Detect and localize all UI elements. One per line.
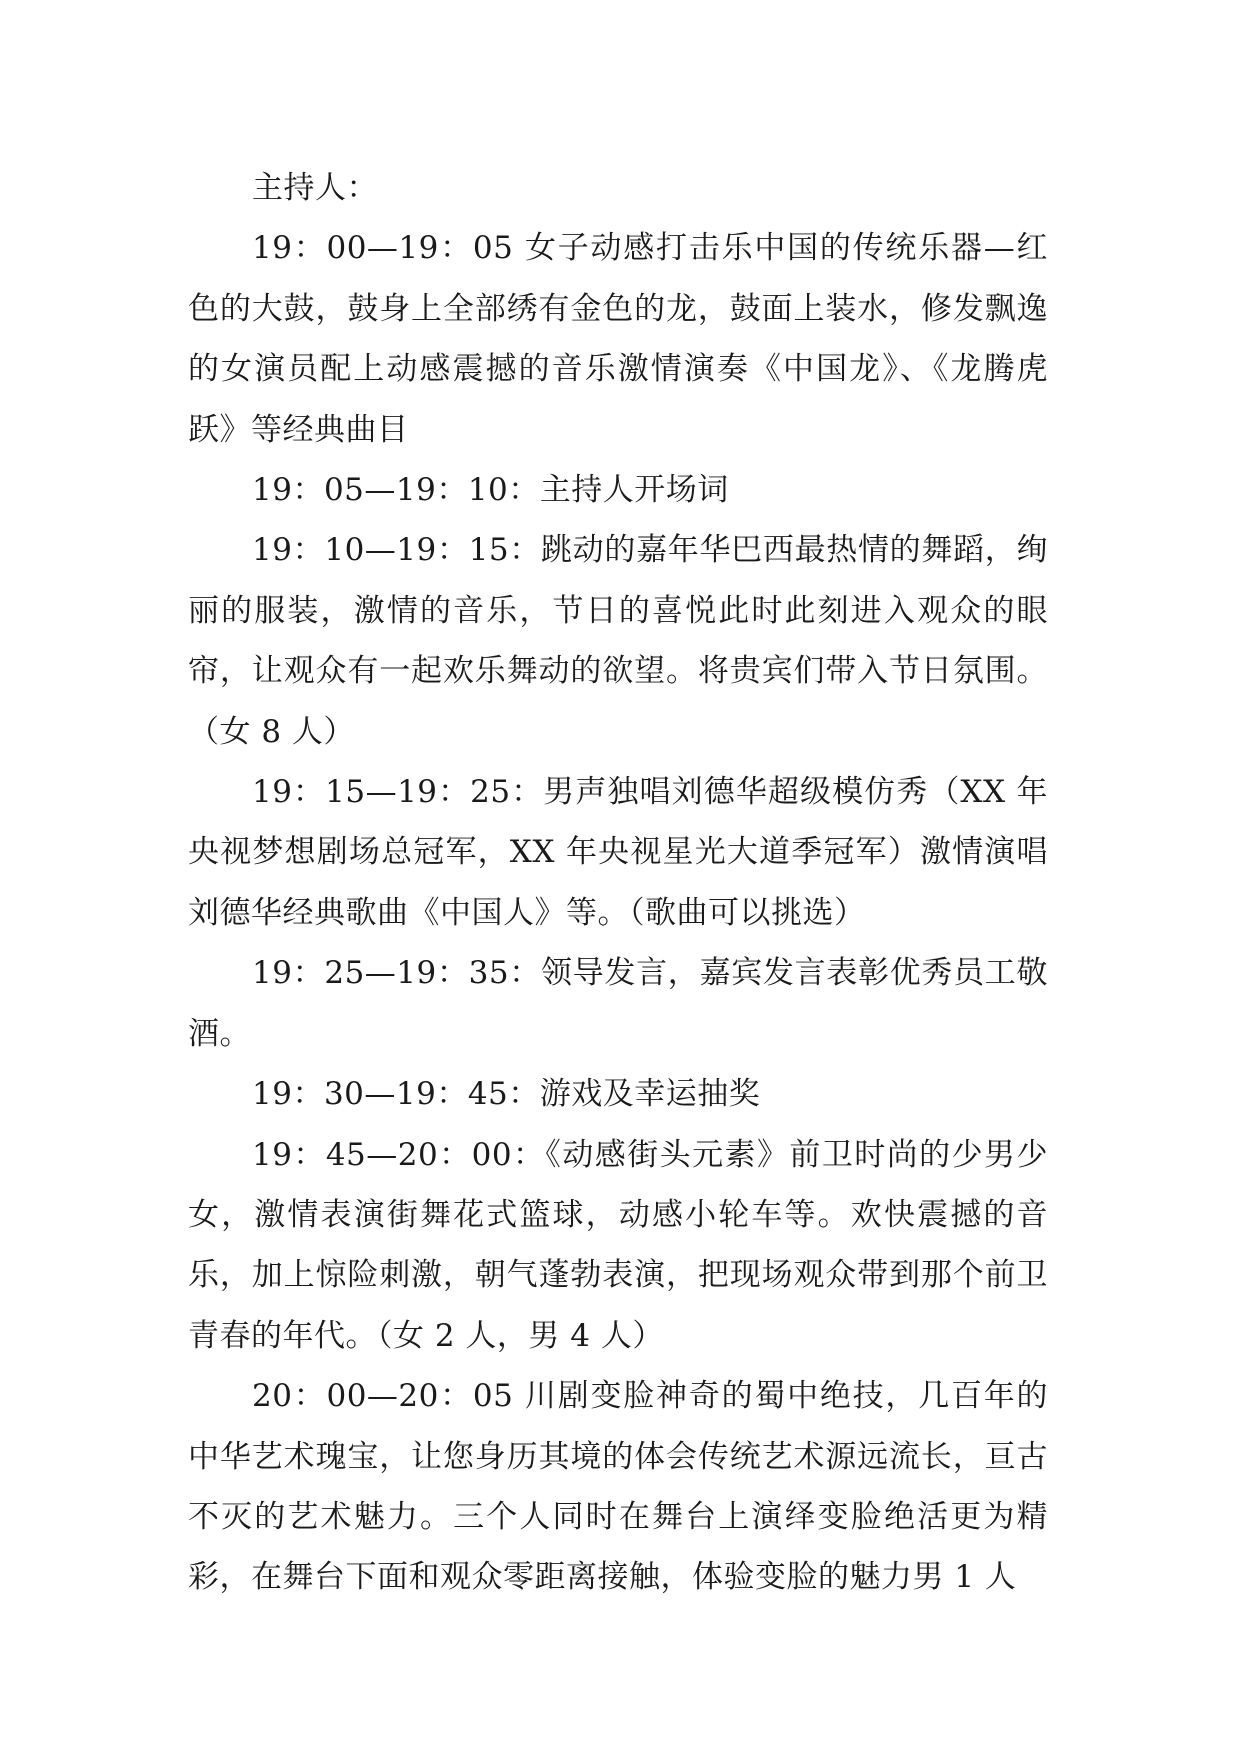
paragraph-opening-speech: 19：05—19：10：主持人开场词: [252, 472, 729, 509]
paragraph-street-elements: 19：45—20：00：《动感街头元素》前卫时尚的少男少女，激情表演街舞花式篮球，动感小轮车等。欢快震撼的音乐，加上惊险刺激，朝气蓬勃表演，把现场观众带到那个前卫青春的年代。（女 2 人，男 4 人）: [188, 1136, 1048, 1354]
paragraph-drum-performance: 19：00—19：05 女子动感打击乐中国的传统乐器—红色的大鼓，鼓身上全部绣有金色的龙，鼓面上装水，修发飘逸的女演员配上动感震撼的音乐激情演奏《中国龙》、《龙腾虎跃》等经典曲目: [188, 230, 1048, 448]
document-body: [188, 158, 1048, 1608]
paragraph-leader-speech: 19：25—19：35：领导发言，嘉宾发言表彰优秀员工敬酒。: [188, 955, 1048, 1052]
paragraph-solo-singing: 19：15—19：25：男声独唱刘德华超级模仿秀（XX 年央视梦想剧场总冠军，XX 年央视星光大道季冠军）激情演唱刘德华经典歌曲《中国人》等。（歌曲可以挑选）: [188, 774, 1048, 931]
paragraph-host: 主持人：: [252, 170, 378, 206]
paragraph-games-lottery: 19：30—19：45：游戏及幸运抽奖: [252, 1076, 761, 1113]
paragraph-carnival-dance: 19：10—19：15：跳动的嘉年华巴西最热情的舞蹈，绚丽的服装，激情的音乐，节日的喜悦此时此刻进入观众的眼帘，让观众有一起欢乐舞动的欲望。将贵宾们带入节日氛围。（女 8 人）: [188, 532, 1048, 750]
paragraph-face-changing: 20：00—20：05 川剧变脸神奇的蜀中绝技，几百年的中华艺术瑰宝，让您身历其境的体会传统艺术源远流长，亘古不灭的艺术魅力。三个人同时在舞台上演绎变脸绝活更为精彩，在舞台下面和观众零距离接触，体验变脸的魅力男 1 人: [188, 1378, 1048, 1596]
